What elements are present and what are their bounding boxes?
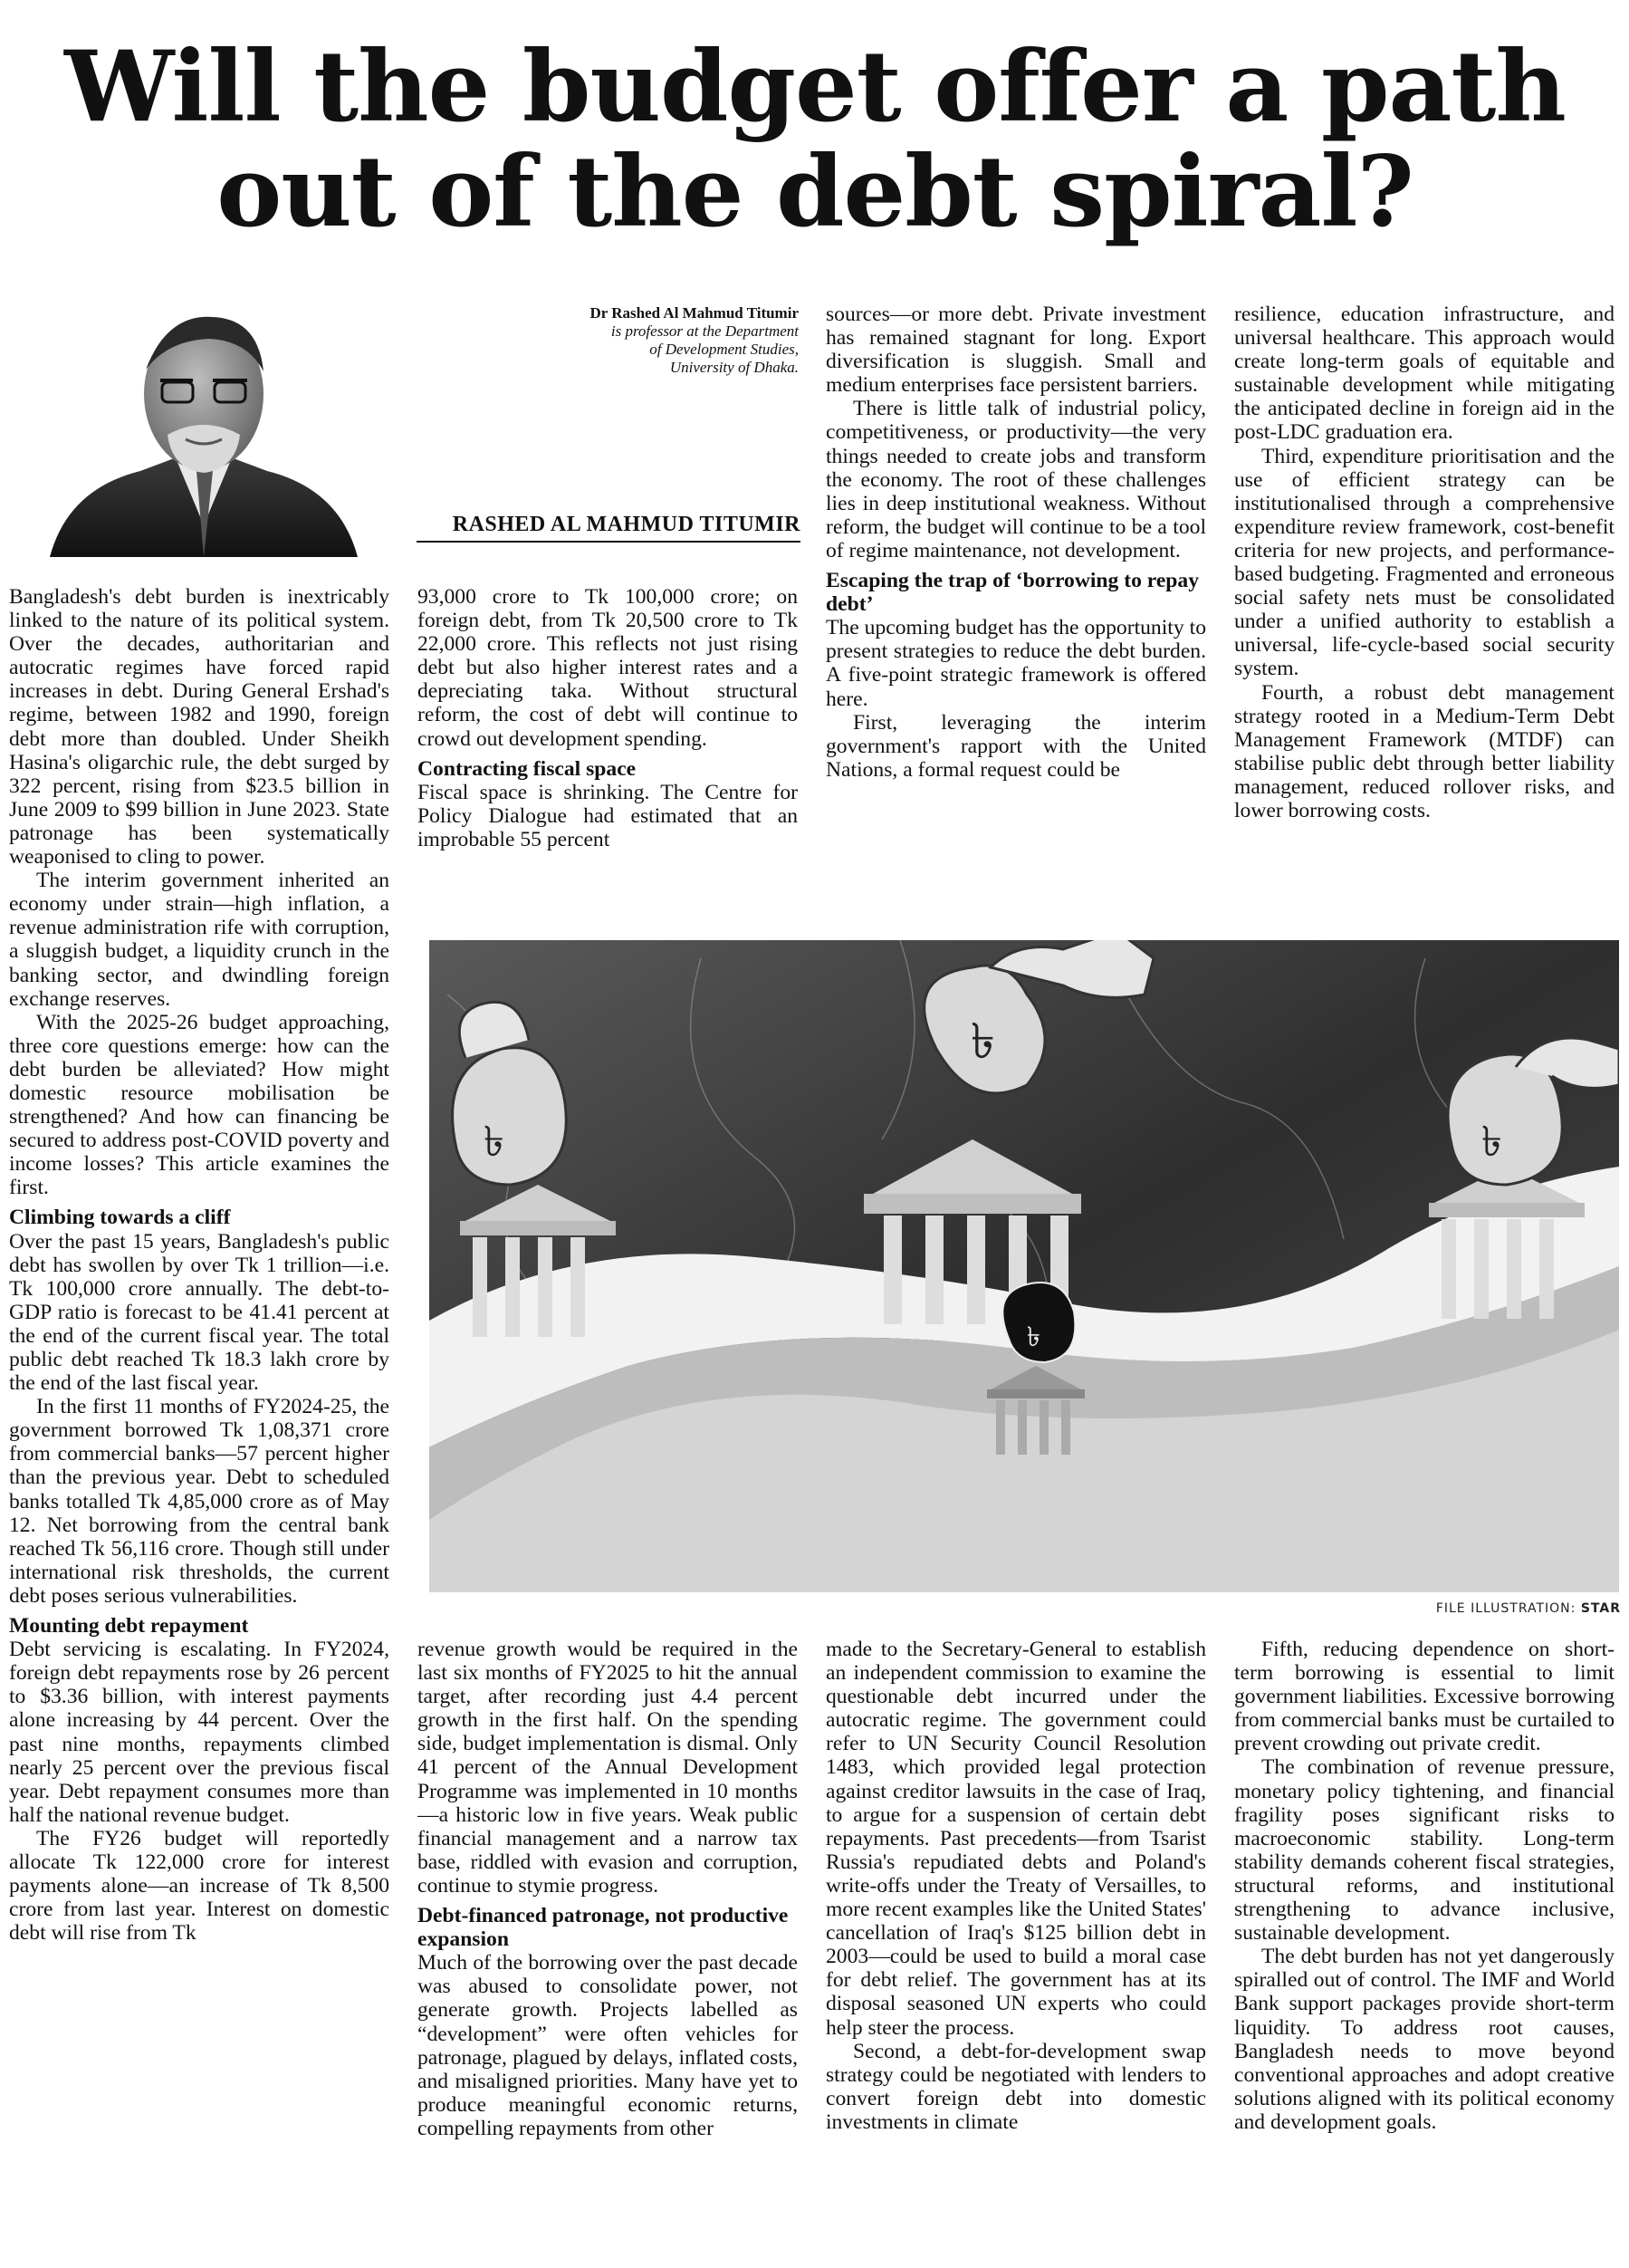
column-2-upper bbox=[417, 585, 798, 913]
column-3-lower bbox=[826, 1638, 1206, 2259]
paragraph: Much of the borrowing over the past decade was abused to consolidate power, not generate growth. Projects labelled as “development” were often vehicles for patronage, plagued by delays, inflated costs, and misaligned priorities. Many have yet to produce meaningful economic returns, compelling repayments from other bbox=[417, 1951, 798, 2140]
byline-role-3: University of Dhaka. bbox=[669, 359, 799, 376]
author-name-caps: RASHED AL MAHMUD TITUMIR bbox=[417, 513, 800, 543]
paragraph: Debt servicing is escalating. In FY2024, foreign debt repayments rose by 26 percent to $3.36 billion, with interest payments alone increasing by 44 percent. Over the past nine months, repayments climbed nearly 25 percent over the previous fiscal year. Debt repayment consumes more than half the national revenue budget. bbox=[9, 1638, 389, 1827]
illustration-credit bbox=[1250, 1601, 1621, 1616]
column-4-lower bbox=[1234, 1638, 1615, 2259]
byline-role-1: is professor at the Department bbox=[610, 322, 799, 340]
paragraph: The interim government inherited an economy under strain—high inflation, a revenue administration rife with corruption, a sluggish budget, a liquidity crunch in the banking sector, and dwindling foreign exchange reserves. bbox=[9, 869, 389, 1011]
column-4-upper bbox=[1234, 303, 1615, 911]
paragraph: In the first 11 months of FY2024-25, the government borrowed Tk 1,08,371 crore from commercial banks—57 percent higher than the previous year. Debt to scheduled banks totalled Tk 4,85,000 crore as of May 12. Net borrowing from the central bank reached Tk 56,116 crore. Though still under international risk thresholds, the current debt poses serious vulnerabilities. bbox=[9, 1395, 389, 1608]
paragraph: Fifth, reducing dependence on short-term borrowing is essential to limit government liabilities. Excessive borrowing from commercial banks must be curtailed to prevent crowding out private credit. bbox=[1234, 1638, 1615, 1756]
paragraph: resilience, education infrastructure, and universal healthcare. This approach would create long-term goals of equitable and sustainable development while mitigating the anticipated decline in foreign aid in the post-LDC graduation era. bbox=[1234, 303, 1615, 445]
small-money-bag bbox=[1002, 1283, 1075, 1362]
byline-name: Dr Rashed Al Mahmud Titumir bbox=[589, 304, 799, 322]
paragraph: The combination of revenue pressure, monetary policy tightening, and financial fragility poses significant risks to macroeconomic stability. Long-term stability demands coherent fiscal strategies, structural reforms, and institutional strengthening to advance inclusive, sustainable development. bbox=[1234, 1755, 1615, 1946]
author-photo bbox=[41, 299, 439, 557]
byline bbox=[489, 304, 799, 377]
subheading: Contracting fiscal space bbox=[417, 756, 637, 781]
paragraph: made to the Secretary-General to establish an independent commission to examine the questionable debt incurred under the autocratic regime. The government could refer to UN Security Council Resolution 1483, which provided legal protection against creditor lawsuits in the case of Iraq, to argue for a suspension of certain debt repayments. Past precedents—from Tsarist Russia's repudiated debts and Poland's write-offs under the Treaty of Versailles, to more recent examples like the United States' cancellation of Iraq's $125 billion debt in 2003—could be used to build a moral case for debt relief. The government has at its disposal seasoned UN experts who could help steer the process. bbox=[826, 1638, 1206, 2040]
paragraph: Fiscal space is shrinking. The Centre for Policy Dialogue had estimated that an improbable 55 percent bbox=[417, 780, 798, 851]
taka-symbol: ৳ bbox=[1481, 1117, 1502, 1166]
paragraph: The debt burden has not yet dangerously spiralled out of control. The IMF and World Bank support packages provide short-term liquidity. To address root causes, Bangladesh needs to move beyond conventional approaches and adopt creative solutions aligned with its political economy and development goals. bbox=[1234, 1945, 1615, 2134]
paragraph: With the 2025-26 budget approaching, three core questions emerge: how can the debt burden be alleviated? How might domestic resource mobilisation be strengthened? And how can financing be secured to address post-COVID poverty and income losses? This article examines the first. bbox=[9, 1010, 389, 1200]
subheading: Mounting debt repayment bbox=[9, 1614, 249, 1639]
paragraph: There is little talk of industrial policy, competitiveness, or productivity—the very things needed to create jobs and transform the economy. The root of these challenges lies in deep institutional weakness. Without reform, the budget will continue to be a tool of regime maintenance, not development. bbox=[826, 397, 1206, 562]
paragraph: Bangladesh's debt burden is inextricably linked to the nature of its political system. Over the decades, authoritarian and autocratic regimes have forced rapid increases in debt. During General Ershad's regime, between 1982 and 1990, foreign debt more than doubled. Under Sheikh Hasina's oligarchic rule, the debt surged by 322 percent, rising from $23.5 billion in June 2009 to $99 billion in June 2023. State patronage has been systematically weaponised to cling to power. bbox=[9, 585, 389, 870]
column-1 bbox=[9, 585, 389, 2259]
debt-illustration bbox=[429, 940, 1619, 1592]
paragraph: 93,000 crore to Tk 100,000 crore; on foreign debt, from Tk 20,500 crore to Tk 22,000 crore. This reflects not just rising debt but also higher interest rates and a depreciating taka. Without structural reform, the cost of debt will continue to crowd out development spending. bbox=[417, 585, 798, 751]
taka-symbol: ৳ bbox=[1027, 1321, 1040, 1353]
credit-prefix: FILE ILLUSTRATION: bbox=[1435, 1601, 1576, 1616]
subheading: Debt-financed patronage, not productive expansion bbox=[417, 1904, 789, 1952]
headline: Will the budget offer a path out of the debt spiral? bbox=[64, 30, 1566, 249]
subheading: Climbing towards a cliff bbox=[9, 1206, 231, 1230]
paragraph: The upcoming budget has the opportunity to present strategies to reduce the debt burden. A five-point strategic framework is offered here. bbox=[826, 616, 1206, 711]
credit-source: STAR bbox=[1580, 1601, 1621, 1616]
subheading: Escaping the trap of ‘borrowing to repay debt’ bbox=[826, 569, 1200, 617]
taka-symbol: ৳ bbox=[971, 1013, 995, 1070]
paragraph: sources—or more debt. Private investment has remained stagnant for long. Export diversification is sluggish. Small and medium enterprises face persistent barriers. bbox=[826, 303, 1206, 398]
paragraph: First, leveraging the interim government's rapport with the United Nations, a formal request could be bbox=[826, 710, 1206, 782]
byline-role-2: of Development Studies, bbox=[649, 341, 799, 358]
paragraph: The FY26 budget will reportedly allocate Tk 122,000 crore for interest payments alone—an increase of Tk 8,500 crore from last year. Interest on domestic debt will rise from Tk bbox=[9, 1826, 389, 1946]
paragraph: Second, a debt-for-development swap strategy could be negotiated with lenders to convert foreign debt into domestic investments in climate bbox=[826, 2039, 1206, 2134]
paragraph: Fourth, a robust debt management strategy rooted in a Medium-Term Debt Management Framework (MTDF) can stabilise public debt through better liability management, reduced rollover risks, and lower borrowing costs. bbox=[1234, 680, 1615, 822]
column-3-upper bbox=[826, 303, 1206, 911]
column-2-lower bbox=[417, 1638, 798, 2259]
paragraph: revenue growth would be required in the last six months of FY2025 to hit the annual target, after recording just 4.4 percent growth in the first half. On the spending side, budget implementation is dismal. Only 41 percent of the Annual Development Programme was implemented in 10 months—a historic low in five years. Weak public financial management and a narrow tax base, riddled with evasion and corruption, continue to stymie progress. bbox=[417, 1638, 798, 1898]
paragraph: Over the past 15 years, Bangladesh's public debt has swollen by over Tk 1 trillion—i.e. Tk 100,000 crore annually. The debt-to-GDP ratio is forecast to be 41.41 percent at the end of the current fiscal year. The total public debt reached Tk 18.3 lakh crore by the end of the last fiscal year. bbox=[9, 1229, 389, 1396]
taka-symbol: ৳ bbox=[484, 1117, 504, 1166]
paragraph: Third, expenditure prioritisation and the use of efficient strategy can be institutionalised through a comprehensive expenditure review framework, cost-benefit criteria for new projects, and performance-based budgeting. Fragmented and erroneous social safety nets must be consolidated under a unified authority to establish a universal, life-cycle-based social security system. bbox=[1234, 444, 1615, 681]
